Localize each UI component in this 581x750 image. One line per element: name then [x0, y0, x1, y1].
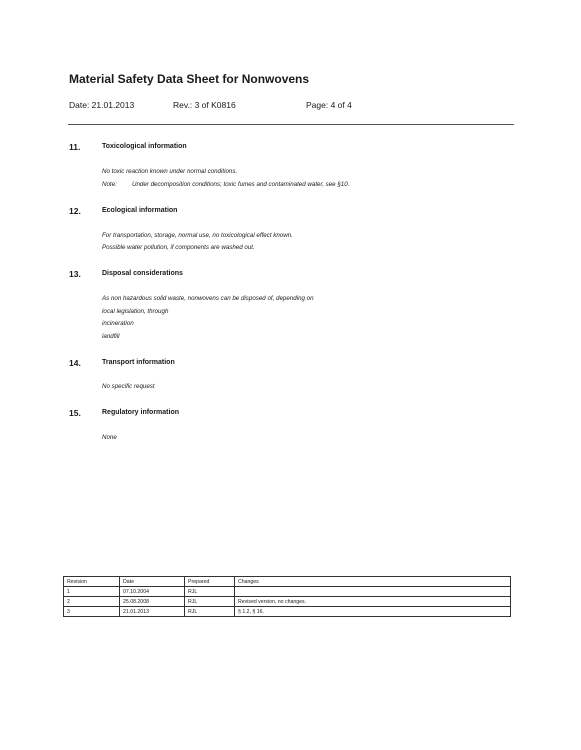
- doc-page-number: Page: 4 of 4: [306, 100, 352, 110]
- revision-table: [63, 576, 511, 617]
- table-cell: 3: [64, 607, 120, 617]
- section-text: No toxic reaction known under normal conditions.: [102, 168, 238, 175]
- table-cell: RJL: [185, 587, 235, 597]
- column-header: Changes: [235, 577, 511, 587]
- section-title: Disposal considerations: [102, 270, 183, 277]
- note-label: Note:: [102, 181, 117, 188]
- page-title: Material Safety Data Sheet for Nonwovens: [69, 72, 310, 86]
- section-text: No specific request: [102, 383, 155, 390]
- table-cell: 07.10.2004: [120, 587, 185, 597]
- section-number: 12.: [69, 206, 81, 216]
- note-text: Under decomposition conditions; toxic fumes and contaminated water, see §10.: [132, 181, 350, 188]
- section-title: Transport information: [102, 359, 175, 366]
- section-text: As non hazardous solid waste, nonwovens can be disposed of, depending on: [102, 295, 314, 302]
- section-number: 15.: [69, 408, 81, 418]
- column-header: Date: [120, 577, 185, 587]
- doc-date: Date: 21.01.2013: [69, 100, 135, 110]
- section-text: Possible water pollution, if components are washed out.: [102, 244, 255, 251]
- section-title: Regulatory information: [102, 409, 180, 416]
- section-text: landfill: [102, 333, 120, 340]
- section-title: Toxicological information: [102, 143, 187, 150]
- header-divider: [68, 124, 514, 125]
- section-title: Ecological information: [102, 207, 178, 214]
- section-text: None: [102, 434, 117, 441]
- table-row: [64, 597, 511, 607]
- table-cell: 25.08.2008: [120, 597, 185, 607]
- section-text: local legislation, through: [102, 308, 169, 315]
- column-header: Revision: [64, 577, 120, 587]
- table-row: [64, 607, 511, 617]
- table-cell: 2: [64, 597, 120, 607]
- table-cell: RJL: [185, 597, 235, 607]
- table-cell: Revised version, no changes.: [235, 597, 511, 607]
- section-number: 14.: [69, 358, 81, 368]
- table-cell: 1: [64, 587, 120, 597]
- table-cell: RJL: [185, 607, 235, 617]
- table-row: [64, 587, 511, 597]
- section-text: For transportation, storage, normal use, no toxicological effect known.: [102, 232, 293, 239]
- section-number: 11.: [69, 142, 81, 152]
- table-cell: [235, 587, 511, 597]
- table-cell: § 1.2, § 16.: [235, 607, 511, 617]
- table-header-row: [64, 577, 511, 587]
- column-header: Prepared: [185, 577, 235, 587]
- section-number: 13.: [69, 269, 81, 279]
- doc-revision: Rev.: 3 of K0816: [173, 100, 236, 110]
- table-cell: 21.01.2013: [120, 607, 185, 617]
- section-text: incineration: [102, 320, 134, 327]
